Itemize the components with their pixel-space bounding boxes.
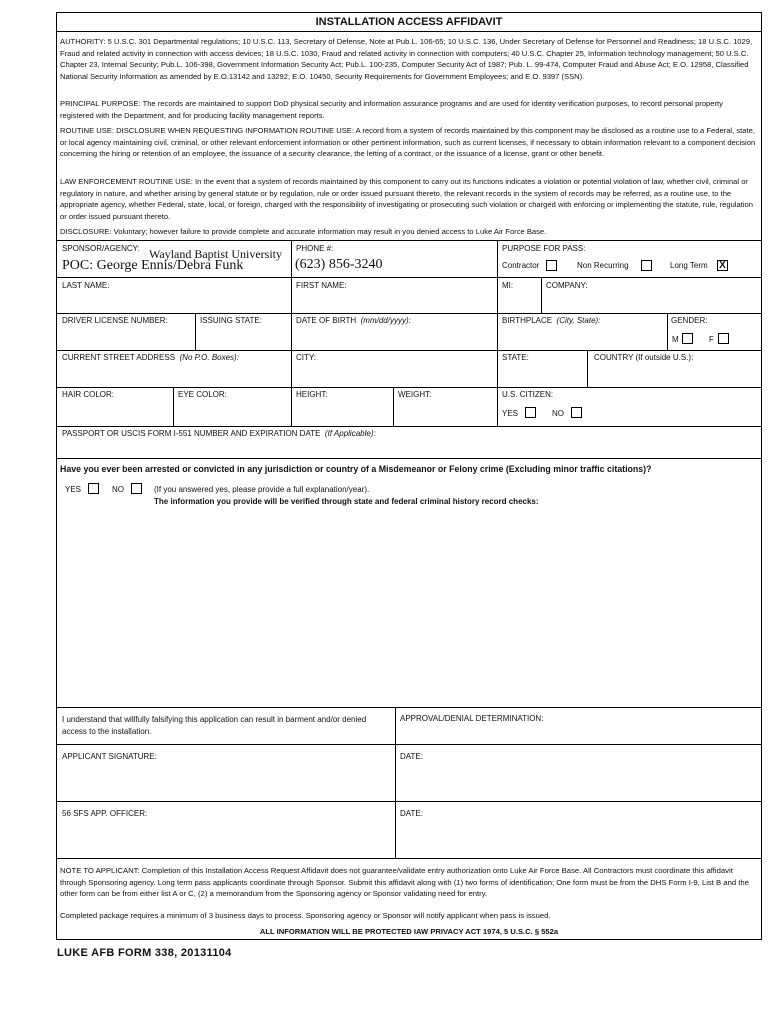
arrest-explanation-area[interactable]: [61, 511, 757, 701]
sponsor-value[interactable]: Wayland Baptist University: [149, 247, 283, 261]
officer-date-label: DATE:: [400, 809, 423, 818]
arrest-question: Have you ever been arrested or convicted in any jurisdiction or country of a Misdemeanor or Felony crime (Excluding minor traffic citations)?: [60, 464, 652, 474]
company-label: COMPANY:: [546, 281, 588, 290]
gender-label: GENDER:: [671, 316, 708, 325]
mi-label: MI:: [502, 281, 514, 290]
arrest-no-checkbox[interactable]: [131, 483, 142, 494]
gender-f-checkbox[interactable]: [718, 333, 729, 344]
principal-purpose-text: PRINCIPAL PURPOSE: The records are maintained to support DoD physical security and information assurance programs and are used for identity verification purposes, to record personal property registered with the Department, and for producing facility management reports.: [60, 99, 723, 120]
gender-m-label: M: [672, 335, 679, 344]
arrest-yes-checkbox[interactable]: [88, 483, 99, 494]
passport-label: PASSPORT OR USCIS FORM I-551 NUMBER AND EXPIRATION DATE (If Applicable):: [62, 429, 376, 438]
first-name-label: FIRST NAME:: [296, 281, 347, 290]
height-label: HEIGHT:: [296, 390, 328, 399]
arrest-note: (If you answered yes, please provide a full explanation/year).: [154, 485, 370, 494]
disclosure-text: DISCLOSURE: Voluntary; however failure to provide complete and accurate information may result in you denied access to Luke Air Force Base.: [60, 227, 547, 236]
affidavit-form: [56, 12, 762, 940]
hair-color-label: HAIR COLOR:: [62, 390, 115, 399]
falsify-warning: I understand that willfully falsifying this application can result in barment and/or denied access to the installation.: [62, 715, 367, 736]
poc-value[interactable]: POC: George Ennis/Debra Funk: [62, 258, 244, 273]
officer-label: 56 SFS APP. OFFICER:: [62, 809, 148, 818]
non-recurring-label: Non Recurring: [577, 261, 629, 270]
non-recurring-checkbox[interactable]: [641, 260, 652, 271]
citizen-no-label: NO: [552, 409, 564, 418]
gender-f-label: F: [709, 335, 714, 344]
country-label: COUNTRY (If outside U.S.):: [594, 353, 694, 362]
citizen-yes-checkbox[interactable]: [525, 407, 536, 418]
weight-label: WEIGHT:: [398, 390, 432, 399]
long-term-label: Long Term: [670, 261, 708, 270]
contractor-label: Contractor: [502, 261, 540, 270]
phone-value[interactable]: (623) 856-3240: [295, 257, 383, 272]
state-label: STATE:: [502, 353, 529, 362]
privacy-act-note: ALL INFORMATION WILL BE PROTECTED IAW PRIVACY ACT 1974, 5 U.S.C. § 552a: [259, 927, 559, 936]
applicant-signature-label: APPLICANT SIGNATURE:: [62, 752, 157, 761]
eye-color-label: EYE COLOR:: [178, 390, 227, 399]
arrest-yes-label: YES: [65, 485, 82, 494]
approval-label: APPROVAL/DENIAL DETERMINATION:: [400, 714, 544, 723]
issuing-state-label: ISSUING STATE:: [200, 316, 262, 325]
citizen-label: U.S. CITIZEN:: [502, 390, 554, 399]
contractor-checkbox[interactable]: [546, 260, 557, 271]
arrest-verify-note: The information you provide will be verified through state and federal criminal history record checks:: [154, 497, 539, 506]
citizen-yes-label: YES: [502, 409, 519, 418]
long-term-checkbox[interactable]: X: [717, 260, 728, 271]
citizen-no-checkbox[interactable]: [571, 407, 582, 418]
form-title: INSTALLATION ACCESS AFFIDAVIT: [57, 13, 761, 32]
processing-note: Completed package requires a minimum of 3 business days to process. Sponsoring agency or Sponsor will notify applicant when pass is issued.: [60, 911, 551, 920]
arrest-no-label: NO: [112, 485, 124, 494]
signature-date-label: DATE:: [400, 752, 423, 761]
phone-label: PHONE #:: [296, 244, 334, 253]
purpose-label: PURPOSE FOR PASS:: [502, 244, 586, 253]
street-label: CURRENT STREET ADDRESS (No P.O. Boxes):: [62, 353, 239, 362]
authority-text: AUTHORITY: 5 U.S.C. 301 Departmental regulations; 10 U.S.C. 113, Secretary of Defense, Note at Pub.L. 106-65; 10 U.S.C. 136, Under Secretary of Defense for Personnel and Readiness; 18 U.S.C. 1029, Fraud and related activity in connection with access devices; 18 U.S.C. 1030, Fraud and related activity in connection with computers; 40 U.S.C. Chapter 25, Information technology management; 50 U.S.C. Chapter 23, Internal Security; Pub.L. 106-398, Government Information Security Act; Pub.L. 100-235, Computer Security Act of 1987; Pub. L. 99-474, Computer Fraud and Abuse Act; E.O. 12958, Classified National Security Information as amended by E.O.13142 and 13292; E.O. 10450, Security Requirements for Government Employees; and E.O. 9397 (SSN).: [60, 37, 753, 81]
driver-license-label: DRIVER LICENSE NUMBER:: [62, 316, 168, 325]
gender-m-checkbox[interactable]: [682, 333, 693, 344]
law-enforcement-text: LAW ENFORCEMENT ROUTINE USE: In the event that a system of records maintained by this component to carry out its functions indicates a violation or potential violation of law, whether civil, criminal or regulatory in nature, and whether arising by general statute or by regulation, rule or order issued pursuant thereto, the relevant records in the system of records may be referred, as a routine use, to the appropriate agency, whether Federal, state, local, or foreign, charged with the responsibility of investigating or prosecuting such violation or charged with enforcing or implementing the statute, rule, regulation or order issued pursuant thereto.: [60, 177, 753, 221]
dob-label: DATE OF BIRTH (mm/dd/yyyy):: [296, 316, 411, 325]
routine-use-text: ROUTINE USE: DISCLOSURE WHEN REQUESTING INFORMATION ROUTINE USE: A record from a system of records maintained by this component may be disclosed as a routine use to a Federal, state, or local agency maintaining civil, criminal, or other relevant enforcement information or other pertinent information, such as current licenses, if necessary to obtain information relevant to a component decision concerning the hiring or retention of an employee, the issuance of a security clearance, the letting of a contract, or the issuance of a license, grant or other benefit.: [60, 126, 756, 158]
birthplace-label: BIRTHPLACE (City, State):: [502, 316, 601, 325]
last-name-label: LAST NAME:: [62, 281, 110, 290]
note-to-applicant: NOTE TO APPLICANT: Completion of this Installation Access Request Affidavit does not guarantee/validate entry authorization onto Luke Air Force Base. All Contractors must coordinate this affidavit through Sponsoring agency. Long term pass applicants coordinate through Sponsor. Submit this affidavit along with (1) two forms of identification; One form must be from the DHS Form I-9, List B and the other form can be from either list A or C, (2) a memorandum from the Sponsoring agency or Sponsor validating need for entry.: [60, 866, 749, 898]
sponsor-label: SPONSOR/AGENCY:: [62, 244, 140, 253]
city-label: CITY:: [296, 353, 317, 362]
form-number: LUKE AFB FORM 338, 20131104: [57, 947, 232, 959]
